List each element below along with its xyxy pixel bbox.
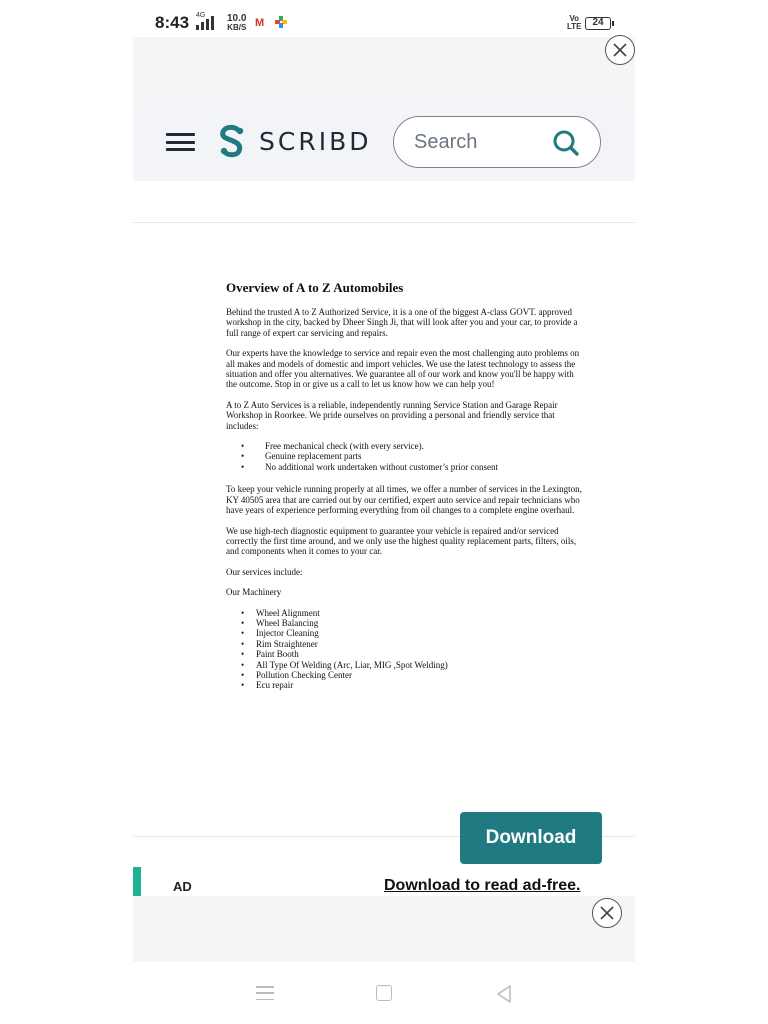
list-item: • Wheel Balancing bbox=[226, 618, 586, 628]
list-item: • Pollution Checking Center bbox=[226, 670, 586, 680]
list-item: • No additional work undertaken without customer’s prior consent bbox=[226, 462, 586, 472]
download-ad-free-link[interactable]: Download to read ad-free. bbox=[384, 877, 581, 894]
doc-paragraph: A to Z Auto Services is a reliable, independently running Service Station and Garage Repair Workshop in Roorkee. We pride ourselves on providing a personal and friendly service that includes: bbox=[226, 399, 558, 431]
service-list bbox=[226, 441, 586, 472]
document-title: Overview of A to Z Automobiles bbox=[226, 280, 404, 295]
nav-recents-icon[interactable] bbox=[256, 986, 274, 1000]
scribd-logo-icon bbox=[217, 124, 247, 158]
close-icon bbox=[600, 906, 614, 920]
nav-back-icon[interactable] bbox=[494, 984, 514, 1004]
search-icon[interactable] bbox=[551, 128, 581, 158]
battery-icon: 24 bbox=[585, 17, 611, 30]
doc-paragraph: Our Machinery bbox=[226, 587, 282, 598]
list-item: • Wheel Alignment bbox=[226, 608, 586, 618]
close-ad-button[interactable] bbox=[605, 35, 635, 65]
download-button[interactable]: Download bbox=[460, 812, 602, 864]
network-speed-value: 10.0 bbox=[227, 13, 247, 24]
gmail-icon: M bbox=[255, 17, 265, 29]
ad-label: AD bbox=[173, 879, 192, 894]
machinery-list bbox=[226, 608, 586, 691]
site-header bbox=[133, 101, 635, 181]
doc-paragraph: To keep your vehicle running properly at all times, we offer a number of services in the Lexington, KY 40505 area that are carried out by our certified, expert auto service and repair technicians who have years of experience performing everything from oil changes to a complete engine overhaul. bbox=[226, 484, 582, 516]
doc-paragraph: Behind the trusted A to Z Authorized Service, it is a one of the biggest A-class GOVT. approved workshop in the city, backed by Dheer Singh Ji, that will look after you and your car, to provide a full range of expert car servicing and repairs. bbox=[226, 307, 578, 338]
list-item: • Genuine replacement parts bbox=[226, 451, 586, 461]
volte-bottom: LTE bbox=[567, 22, 582, 31]
list-item: • Injector Cleaning bbox=[226, 628, 586, 638]
document-page bbox=[226, 280, 586, 703]
doc-paragraph: Our services include: bbox=[226, 566, 303, 577]
search-input[interactable] bbox=[414, 129, 544, 155]
header-divider bbox=[133, 222, 635, 223]
list-item: • Ecu repair bbox=[226, 680, 586, 690]
doc-paragraph: We use high-tech diagnostic equipment to guarantee your vehicle is repaired and/or serviced correctly the first time around, and we only use the highest quality replacement parts, filters, oils, and components when it comes to your car. bbox=[226, 525, 577, 557]
ad-banner-top bbox=[133, 37, 635, 101]
scribd-logo[interactable] bbox=[217, 124, 371, 158]
network-speed bbox=[227, 14, 246, 32]
logo-text: SCRIBD bbox=[259, 126, 372, 156]
ad-banner-bottom bbox=[133, 896, 635, 962]
list-item: • Free mechanical check (with every service). bbox=[226, 441, 586, 451]
status-time: 8:43 bbox=[155, 13, 190, 32]
signal-icon bbox=[196, 14, 214, 30]
volte-indicator bbox=[567, 15, 582, 31]
system-nav-bar bbox=[0, 966, 768, 1024]
list-item: • Rim Straightener bbox=[226, 639, 586, 649]
app-notification-icon bbox=[275, 16, 287, 28]
nav-home-icon[interactable] bbox=[376, 985, 392, 1001]
network-tag: 4G bbox=[196, 12, 206, 19]
list-item: • All Type Of Welding (Arc, Liar, MIG ,Spot Welding) bbox=[226, 660, 586, 670]
doc-paragraph: Our experts have the knowledge to service and repair even the most challenging auto problems on all makes and models of domestic and import vehicles. We use the latest technology to assess the situation and offer you alternatives. We guarantee all of our work and know you'll be happy with the outcome. Stop in or give us a call to let us know how we can help you! bbox=[226, 348, 580, 390]
list-item: • Paint Booth bbox=[226, 649, 586, 659]
network-speed-unit: KB/S bbox=[227, 23, 247, 32]
close-icon bbox=[613, 43, 627, 57]
ad-accent-strip bbox=[133, 867, 141, 896]
hamburger-menu-icon[interactable] bbox=[166, 133, 195, 151]
search-box[interactable] bbox=[393, 116, 601, 168]
volte-top: Vo bbox=[569, 14, 580, 23]
close-ad-button[interactable] bbox=[592, 898, 622, 928]
